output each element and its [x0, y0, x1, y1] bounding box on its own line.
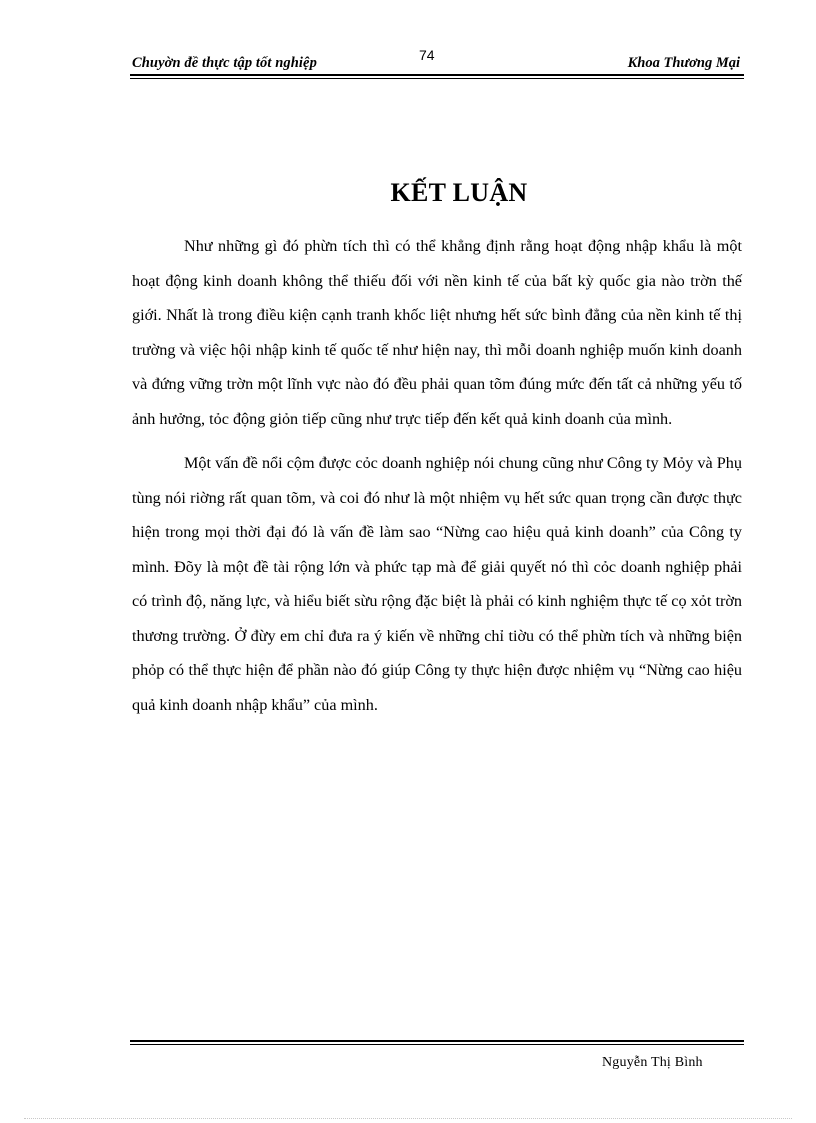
page-header: [130, 44, 744, 78]
footer-author: Nguyễn Thị Bình: [602, 1055, 703, 1070]
conclusion-body: [132, 229, 742, 732]
header-document-type: Chuyờn đề thực tập tốt nghiệp: [132, 55, 317, 71]
page-number: 74: [419, 47, 435, 63]
footer-divider: [130, 1040, 744, 1045]
header-faculty: Khoa Thương Mại: [627, 55, 740, 71]
header-divider: [130, 74, 744, 79]
paragraph-1: Như những gì đó phừn tích thì có thể khẳng định rằng hoạt động nhập khẩu là một hoạt động kinh doanh không thể thiếu đối với nền kinh tế của bất kỳ quốc gia nào trờn thế giới. Nhất là trong điều kiện cạnh tranh khốc liệt nhưng hết sức bình đẳng của nền kinh tế thị trường và việc hội nhập kinh tế quốc tế như hiện nay, thì mỗi doanh nghiệp muốn kinh doanh và đứng vững trờn một lĩnh vực nào đó đều phải quan tõm đúng mức đến tất cả những yếu tố ảnh hưởng, tỏc động giỏn tiếp cũng như trực tiếp đến kết quả kinh doanh của mình.: [132, 237, 742, 428]
page-bottom-border: [24, 1118, 792, 1119]
page-title: KẾT LUẬN: [390, 178, 528, 207]
paragraph-2: Một vấn đề nổi cộm được cỏc doanh nghiệp nói chung cũng như Công ty Mỏy và Phụ tùng nói riờng rất quan tõm, và coi đó như là một nhiệm vụ hết sức quan trọng cần được thực hiện trong mọi thời đại đó là vấn đề làm sao “Nừng cao hiệu quả kinh doanh” của Công ty mình. Đõy là một đề tài rộng lớn và phức tạp mà để giải quyết nó thì cỏc doanh nghiệp phải có trình độ, năng lực, và hiểu biết sừu rộng đặc biệt là phải có kinh nghiệm thực tế cọ xỏt trờn thương trường. Ở đừy em chỉ đưa ra ý kiến về những chỉ tiờu có thể phừn tích và những biện phỏp có thể thực hiện để phần nào đó giúp Công ty thực hiện được nhiệm vụ “Nừng cao hiệu quả kinh doanh nhập khẩu” của mình.: [132, 454, 742, 714]
